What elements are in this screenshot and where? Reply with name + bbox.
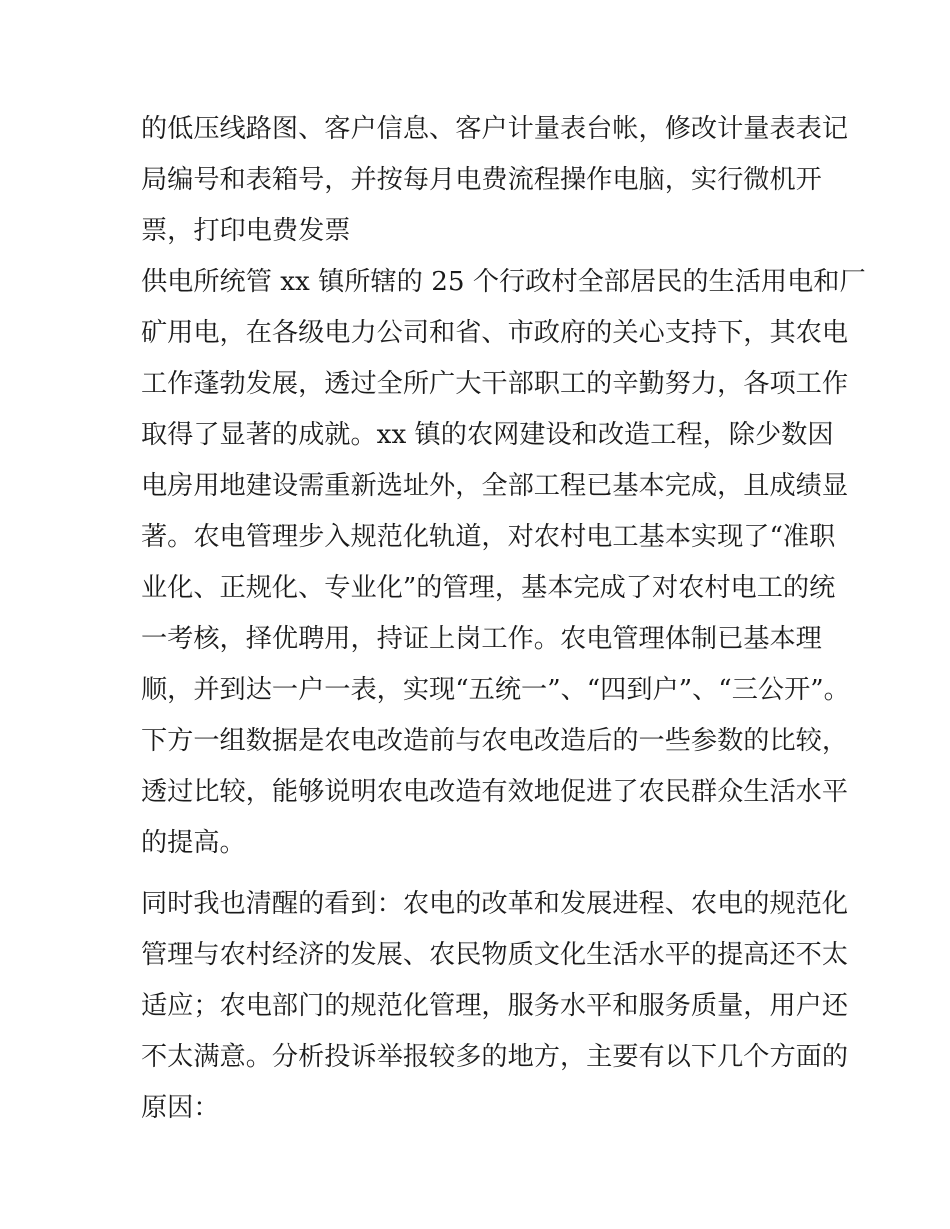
text-line: 工作蓬勃发展，透过全所广大干部职工的辛勤努力，各项工作	[141, 369, 849, 399]
paragraph-spacer	[141, 869, 813, 879]
text-line: 原因：	[141, 1093, 220, 1123]
text-line: 下方一组数据是农电改造前与农电改造后的一些参数的比较，	[141, 726, 849, 756]
text-line: 取得了显著的成就。xx 镇的农网建设和改造工程，除少数因	[141, 420, 834, 450]
text-line: 一考核，择优聘用，持证上岗工作。农电管理体制已基本理	[141, 624, 822, 654]
text-line: 适应；农电部门的规范化管理，服务水平和服务质量，用户还	[141, 991, 849, 1021]
text-line: 管理与农村经济的发展、农民物质文化生活水平的提高还不太	[141, 940, 849, 970]
text-line: 供电所统管 xx 镇所辖的 25 个行政村全部居民的生活用电和厂	[141, 267, 866, 297]
paragraph-issues-analysis	[141, 879, 849, 1134]
text-line: 同时我也清醒的看到：农电的改革和发展进程、农电的规范化	[141, 889, 849, 919]
text-line: 透过比较，能够说明农电改造有效地促进了农民群众生活水平	[141, 777, 849, 807]
text-line: 的低压线路图、客户信息、客户计量表台帐，修改计量表表记	[141, 114, 849, 144]
text-line: 顺，并到达一户一表，实现“五统一”、“四到户”、“三公开”。	[141, 675, 850, 705]
paragraph-billing-tasks	[141, 104, 849, 257]
document-body	[141, 104, 866, 1134]
paragraph-supply-overview	[141, 257, 866, 869]
text-line: 业化、正规化、专业化”的管理，基本完成了对农村电工的统	[141, 573, 836, 603]
text-line: 局编号和表箱号，并按每月电费流程操作电脑，实行微机开	[141, 165, 822, 195]
text-line: 不太满意。分析投诉举报较多的地方，主要有以下几个方面的	[141, 1042, 849, 1072]
text-line: 票，打印电费发票	[141, 216, 351, 246]
text-line: 著。农电管理步入规范化轨道，对农村电工基本实现了“准职	[141, 522, 836, 552]
text-line: 的提高。	[141, 828, 246, 858]
text-line: 矿用电，在各级电力公司和省、市政府的关心支持下，其农电	[141, 318, 849, 348]
text-line: 电房用地建设需重新选址外，全部工程已基本完成，且成绩显	[141, 471, 849, 501]
